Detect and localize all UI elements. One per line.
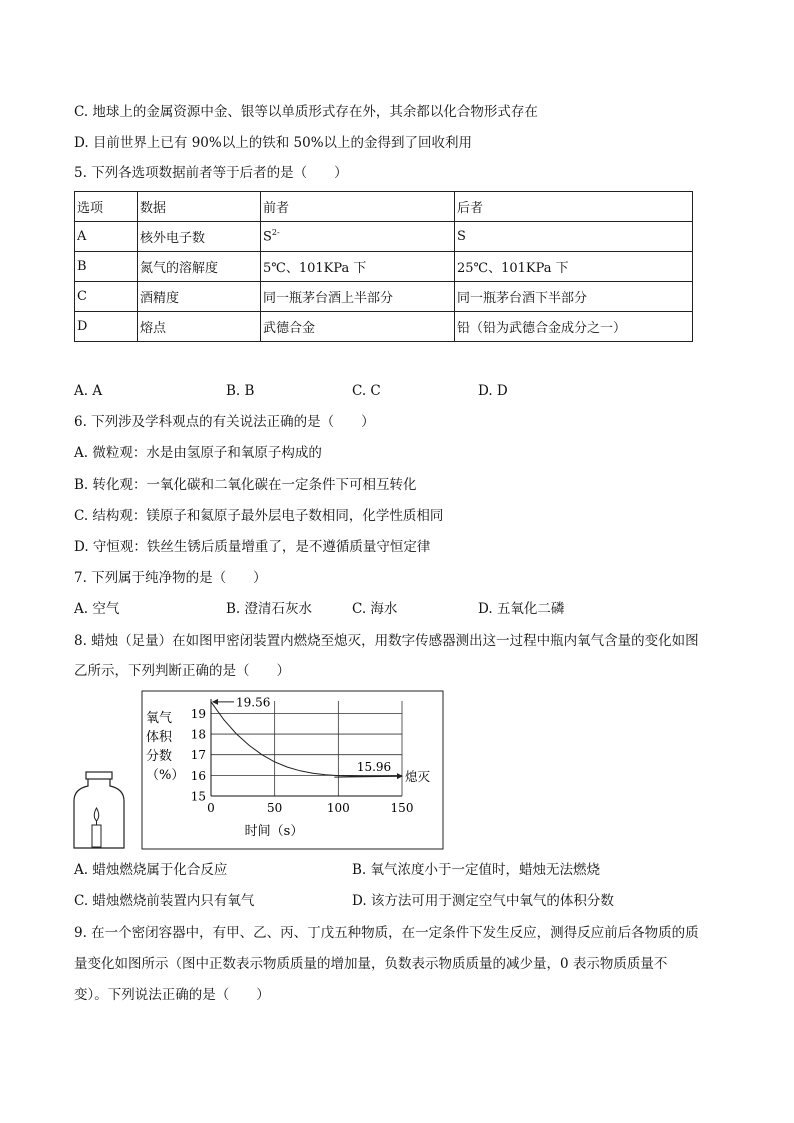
y-axis-title-line: 体积: [146, 730, 173, 745]
q9-stem-line-2: 量变化如图所示（图中正数表示物质质量的增加量，负数表示物质质量的减少量，0 表示物质质量不: [74, 956, 668, 972]
q8-choice-a[interactable]: A. 蜡烛燃烧属于化合反应: [74, 862, 228, 878]
ion-charge-superscript: 2-: [271, 228, 280, 238]
table-header-cell: 前者: [261, 192, 455, 222]
y-axis-title-line: 氧气: [146, 711, 173, 726]
q5-stem: 5. 下列各选项数据前者等于后者的是（ ）: [74, 165, 348, 181]
q9-stem-line-3: 变）。下列说法正确的是（ ）: [74, 987, 270, 1003]
table-cell: 氮气的溶解度: [138, 252, 261, 282]
plot-area: [191, 695, 431, 815]
x-tick-label: 100: [326, 801, 350, 815]
table-header-row: [75, 192, 693, 222]
y-axis-title-line: （%）: [146, 768, 185, 783]
y-axis-title: [146, 711, 184, 783]
x-axis-title: 时间（s）: [244, 824, 304, 839]
table-header-cell: 后者: [455, 192, 693, 222]
oxygen-figure: [66, 688, 446, 854]
table-row: [75, 222, 693, 252]
end-value-label: 15.96: [356, 760, 392, 775]
q8-choice-c[interactable]: C. 蜡烛燃烧前装置内只有氧气: [74, 893, 255, 909]
q6-stem: 6. 下列涉及学科观点的有关说法正确的是（ ）: [74, 414, 375, 430]
q6-option-b[interactable]: B. 转化观：一氧化碳和二氧化碳在一定条件下可相互转化: [74, 477, 417, 493]
table-cell: D: [75, 312, 138, 342]
q5-data-table: [74, 191, 693, 342]
table-cell: 核外电子数: [138, 222, 261, 252]
q6-option-a[interactable]: A. 微粒观：水是由氢原子和氧原子构成的: [74, 445, 322, 461]
q8-stem-line-1: 8. 蜡烛（足量）在如图甲密闭装置内燃烧至熄灭，用数字传感器测出这一过程中瓶内氧气含量的变化如图: [74, 633, 699, 649]
q7-choice-a[interactable]: A. 空气: [74, 601, 120, 617]
table-row: [75, 282, 693, 312]
q8-stem-line-2: 乙所示，下列判断正确的是（ ）: [74, 663, 290, 679]
extinguished-label: 熄灭: [405, 769, 431, 785]
q8-choice-d[interactable]: D. 该方法可用于测定空气中氧气的体积分数: [352, 893, 614, 909]
q7-choice-c[interactable]: C. 海水: [352, 601, 398, 617]
q6-option-d[interactable]: D. 守恒观：铁丝生锈后质量增重了，是不遵循质量守恒定律: [74, 539, 431, 555]
table-cell: 25℃、101KPa 下: [455, 252, 693, 282]
table-cell: 铅（铅为武德合金成分之一）: [455, 312, 693, 342]
sulfide-ion-symbol: S: [263, 229, 272, 245]
table-row: [75, 312, 693, 342]
x-tick-label: 150: [390, 801, 414, 815]
table-cell: S: [455, 222, 693, 252]
q4-option-c: C. 地球上的金属资源中金、银等以单质形式存在外，其余都以化合物形式存在: [74, 104, 538, 120]
y-tick-label: 17: [190, 748, 206, 763]
y-tick-label: 16: [190, 768, 206, 783]
table-cell: 熔点: [138, 312, 261, 342]
sealed-bottle-with-candle: [74, 772, 124, 848]
y-tick-label: 19: [190, 706, 206, 721]
table-cell: [261, 222, 455, 252]
q9-stem-line-1: 9. 在一个密闭容器中，有甲、乙、丙、丁戊五种物质，在一定条件下发生反应，测得反应前后各物质的质: [74, 925, 699, 941]
q4-option-d: D. 目前世界上已有 90%以上的铁和 50%以上的金得到了回收利用: [74, 135, 473, 151]
q7-choice-d[interactable]: D. 五氧化二磷: [478, 601, 565, 617]
y-tick-label: 18: [190, 727, 206, 742]
y-axis-title-line: 分数: [146, 749, 173, 764]
table-cell: 武德合金: [261, 312, 455, 342]
q5-choice-c[interactable]: C. C: [352, 383, 381, 399]
q5-choice-b[interactable]: B. B: [226, 383, 255, 399]
table-cell: 同一瓶茅台酒下半部分: [455, 282, 693, 312]
q8-choice-b[interactable]: B. 氧气浓度小于一定值时，蜡烛无法燃烧: [352, 862, 601, 878]
q5-choice-a[interactable]: A. A: [74, 383, 103, 399]
table-header-cell: 数据: [138, 192, 261, 222]
x-tick-label: 50: [267, 801, 283, 815]
q7-choice-b[interactable]: B. 澄清石灰水: [226, 601, 313, 617]
table-cell: B: [75, 252, 138, 282]
q6-option-c[interactable]: C. 结构观：镁原子和氦原子最外层电子数相同，化学性质相同: [74, 508, 444, 524]
x-tick-label: 0: [207, 801, 215, 815]
q7-stem: 7. 下列属于纯净物的是（ ）: [74, 570, 267, 586]
start-value-label: 19.56: [236, 695, 271, 710]
y-tick-label: 15: [190, 789, 206, 804]
table-cell: 同一瓶茅台酒上半部分: [261, 282, 455, 312]
table-cell: C: [75, 282, 138, 312]
table-cell: 5℃、101KPa 下: [261, 252, 455, 282]
table-cell: A: [75, 222, 138, 252]
end-value-arrow: [334, 776, 400, 777]
q5-choice-d[interactable]: D. D: [478, 383, 508, 399]
table-header-cell: 选项: [75, 192, 138, 222]
table-cell: 酒精度: [138, 282, 261, 312]
table-row: [75, 252, 693, 282]
